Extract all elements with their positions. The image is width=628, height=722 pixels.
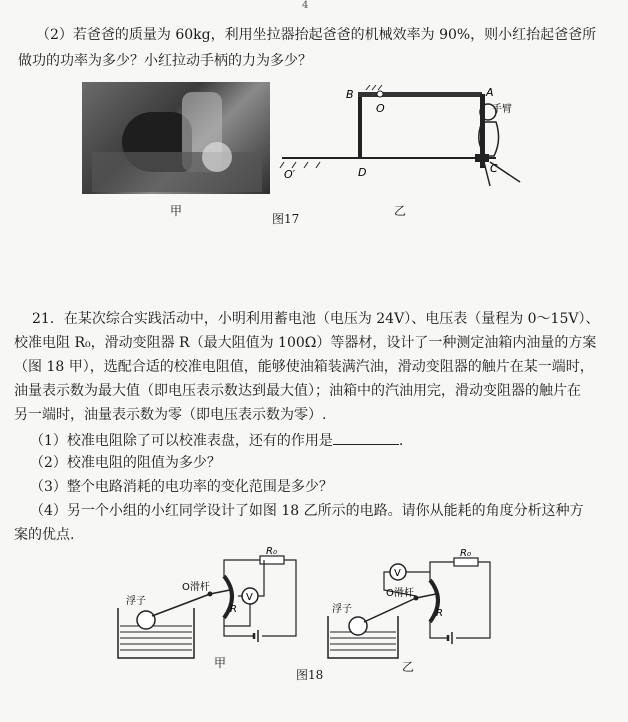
figure17-photo	[82, 82, 270, 194]
q21-sub2: （2）校准电阻的阻值为多少？	[30, 455, 221, 471]
q21-sub3: （3）整个电路消耗的电功率的变化范围是多少？	[30, 479, 333, 495]
figure18-label-jia: 甲	[214, 656, 227, 670]
answer-blank	[333, 430, 399, 445]
figure18-circuit-jia	[112, 546, 312, 666]
q21-sub1-period: .	[398, 433, 404, 449]
figure18-caption: 图18	[296, 668, 324, 682]
float-label-jia: 浮子	[126, 596, 146, 607]
point-D: D	[358, 166, 367, 179]
q20-part2-line1: （2）若爸爸的质量为 60kg，利用坐拉器抬起爸爸的机械效率为 90%，则小红抬起爸爸所	[36, 27, 597, 43]
figure18-circuit-yi	[322, 546, 512, 666]
q20-part2-line2: 做功的功率为多少？小红拉动手柄的力为多少？	[18, 53, 312, 69]
point-B: B	[346, 88, 354, 101]
figure18-label-yi: 乙	[402, 660, 415, 674]
figure17-caption: 图17	[272, 212, 300, 226]
handle-label: 手臂	[492, 104, 512, 115]
q21-sub1-text: （1）校准电阻除了可以校准表盘，还有的作用是	[30, 433, 333, 449]
figure17-lever-diagram	[276, 82, 526, 202]
point-A: A	[486, 86, 494, 99]
q21-line3: （图 18 甲），选配合适的校准电阻值，能够使油箱装满汽油，滑动变阻器的触片在某一端时，	[14, 359, 594, 375]
point-C: C	[490, 162, 498, 175]
point-O-prime: O′	[284, 168, 296, 181]
figure17-label-jia: 甲	[170, 204, 183, 218]
r-label-jia: R	[230, 604, 237, 615]
point-O: O	[376, 102, 385, 115]
figure17-label-yi: 乙	[394, 204, 407, 218]
r0-label-yi: R₀	[460, 548, 471, 559]
q21-line2: 校准电阻 R₀，滑动变阻器 R（最大阻值为 100Ω）等器材，设计了一种测定油箱内油量的方案	[14, 335, 597, 351]
slider-label-yi: O滑杆	[386, 588, 414, 599]
float-label-yi: 浮子	[332, 604, 352, 615]
r0-label-jia: R₀	[266, 546, 277, 557]
voltmeter-yi: V	[394, 568, 401, 579]
page-mark: 4	[302, 0, 309, 11]
q21-line4: 油量表示数为最大值（即电压表示数达到最大值）；油箱中的汽油用完，滑动变阻器的触片在	[14, 383, 581, 399]
slider-label-jia: O滑杆	[182, 582, 210, 593]
r-label-yi: R	[436, 608, 443, 619]
q21-line1: 21．在某次综合实践活动中，小明利用蓄电池（电压为 24V）、电压表（量程为 0～15V）、	[32, 311, 600, 327]
q21-sub4-line1: （4）另一个小组的小红同学设计了如图 18 乙所示的电路。请你从能耗的角度分析这种方	[30, 503, 584, 519]
voltmeter-jia: V	[246, 592, 253, 603]
q21-sub1	[30, 430, 403, 450]
q21-line5: 另一端时，油量表示数为零（即电压表示数为零）.	[14, 407, 327, 423]
q21-sub4-line2: 案的优点.	[14, 527, 75, 543]
